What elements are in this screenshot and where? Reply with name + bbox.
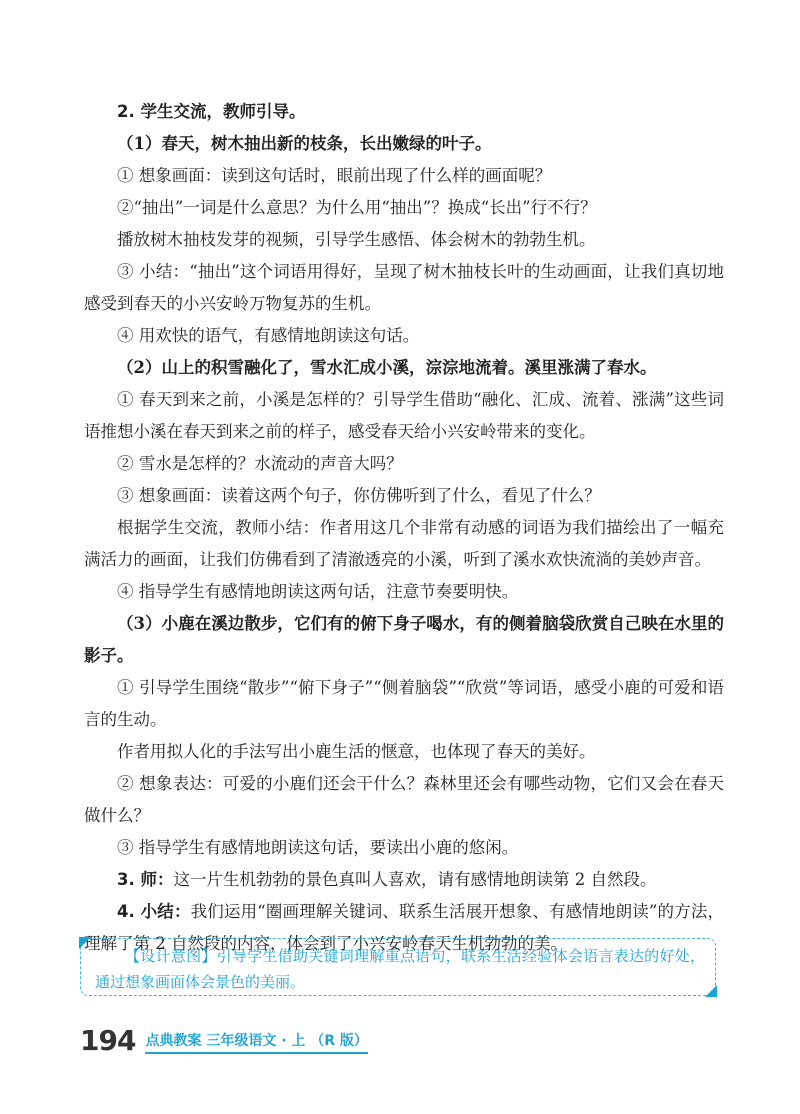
paragraph: ②“抽出”一词是什么意思？为什么用“抽出”？换成“长出”行不行？ — [117, 198, 597, 217]
paragraph: 播放树木抽枝发芽的视频，引导学生感悟、体会树木的勃勃生机。 — [117, 230, 596, 249]
paragraph: ① 春天到来之前，小溪是怎样的？引导学生借助“融化、汇成、流着、涨满”这些词语推想小溪在春天到来之前的样子，感受春天给小兴安岭带来的变化。 — [84, 390, 724, 441]
design-intent-box — [80, 938, 716, 996]
paragraph: 作者用拟人化的手法写出小鹿生活的惬意，也体现了春天的美好。 — [117, 742, 596, 761]
design-intent-text: 【设计意图】引导学生借助关键词理解重点语句，联系生活经验体会语言表达的好处，通过想象画面体会景色的美丽。 — [95, 947, 705, 991]
paragraph: ① 想象画面：读到这句话时，眼前出现了什么样的画面呢？ — [117, 166, 552, 185]
paragraph: 根据学生交流，教师小结：作者用这几个非常有动感的词语为我们描绘出了一幅充满活力的画面，让我们仿佛看到了清澈透亮的小溪，听到了溪水欢快流淌的美妙声音。 — [84, 518, 724, 569]
paragraph: ③ 指导学生有感情地朗读这句话，要读出小鹿的悠闲。 — [117, 838, 519, 857]
paragraph: ② 雪水是怎样的？水流动的声音大吗？ — [117, 454, 403, 473]
paragraph — [84, 864, 724, 896]
corner-decoration — [79, 937, 91, 949]
book-title: 点典教案 三年级语文 · 上 （R 版） — [145, 1030, 367, 1054]
paragraph: ② 想象表达：可爱的小鹿们还会干什么？森林里还会有哪些动物，它们又会在春天做什么？ — [84, 774, 724, 825]
page-number: 194 — [80, 1024, 136, 1057]
paragraph: ④ 用欢快的语气，有感情地朗读这句话。 — [117, 326, 420, 345]
paragraph: ③ 想象画面：读着这两个句子，你仿佛听到了什么，看见了什么？ — [117, 486, 601, 505]
paragraph-label: 3. 师： — [117, 870, 174, 889]
paragraph: （3）小鹿在溪边散步，它们有的俯下身子喝水，有的侧着脑袋欣赏自己映在水里的影子。 — [84, 614, 724, 665]
paragraph-text: 我们运用“圈画理解关键词、联系生活展开想象、有感情地朗读”的方法，理解了第 2 自然段的内容，体会到了小兴安岭春天生机勃勃的美。 — [84, 902, 724, 953]
corner-decoration — [705, 985, 717, 997]
paragraph-label: 4. 小结： — [117, 902, 191, 921]
paragraph-text: 这一片生机勃勃的景色真叫人喜欢，请有感情地朗读第 2 自然段。 — [173, 870, 657, 889]
paragraph: ③ 小结：“抽出”这个词语用得好，呈现了树木抽枝长叶的生动画面，让我们真切地感受到春天的小兴安岭万物复苏的生机。 — [84, 262, 724, 313]
paragraph: ④ 指导学生有感情地朗读这两句话，注意节奏要明快。 — [117, 582, 519, 601]
page-footer — [80, 1026, 368, 1056]
paragraph: （1）春天，树木抽出新的枝条，长出嫩绿的叶子。 — [117, 134, 492, 153]
paragraph: ① 引导学生围绕“散步”“俯下身子”“侧着脑袋”“欣赏”等词语，感受小鹿的可爱和语言的生动。 — [84, 678, 724, 729]
lesson-body — [84, 96, 724, 960]
paragraph: 2. 学生交流，教师引导。 — [117, 102, 306, 121]
paragraph: （2）山上的积雪融化了，雪水汇成小溪，淙淙地流着。溪里涨满了春水。 — [117, 358, 657, 377]
